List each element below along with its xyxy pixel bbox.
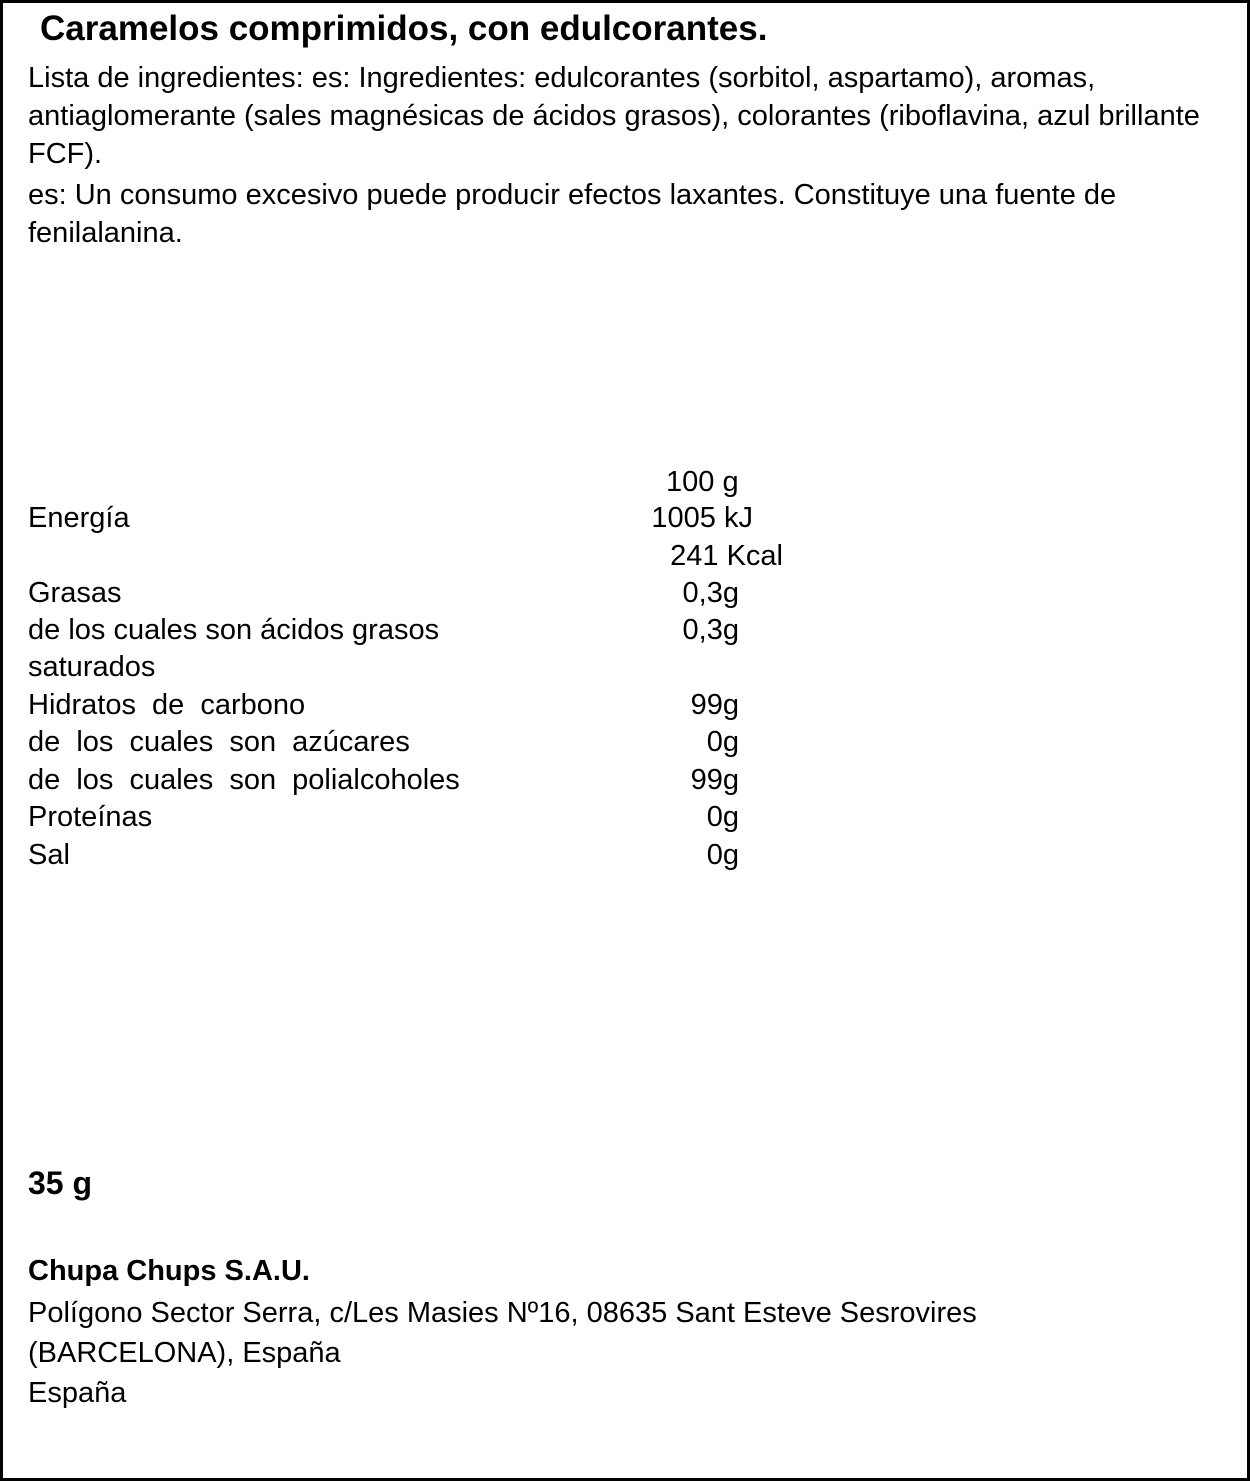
- nutrition-row-energy: [28, 500, 828, 537]
- nutrition-label: saturados: [28, 651, 156, 683]
- nutrition-label: Proteínas: [28, 801, 153, 833]
- nutrition-row-protein: [28, 799, 828, 836]
- nutrition-label: de los cuales son ácidos grasos: [28, 614, 440, 646]
- nutrition-label: de los cuales son azúcares: [28, 726, 410, 758]
- nutrition-value: 99g: [690, 689, 739, 721]
- nutrition-value: 0g: [706, 839, 739, 871]
- company-address: Polígono Sector Serra, c/Les Masies Nº16, 08635 Sant Esteve Sesrovires (BARCELONA), España: [28, 1297, 977, 1369]
- nutrition-label: Energía: [28, 502, 130, 534]
- product-title: Caramelos comprimidos, con edulcorantes.: [40, 9, 768, 48]
- nutrition-header: 100 g: [666, 466, 739, 498]
- nutrition-label: Grasas: [28, 577, 122, 609]
- ingredients-text: Lista de ingredientes: es: Ingredientes: edulcorantes (sorbitol, aspartamo), aromas, antiaglomerante (sales magnésicas de ácidos grasos), colorantes (riboflavina, azul brillante FCF).: [28, 62, 1200, 170]
- company-name: Chupa Chups S.A.U.: [28, 1255, 310, 1287]
- nutrition-value: 0,3g: [682, 614, 739, 646]
- nutrition-row-saturated: [28, 612, 828, 649]
- nutrition-value: 99g: [690, 764, 739, 796]
- nutrition-value: 241 Kcal: [670, 540, 783, 572]
- nutrition-row-sugars: [28, 724, 828, 761]
- nutrition-value: 1005 kJ: [651, 502, 753, 534]
- nutrition-label: Sal: [28, 839, 70, 871]
- nutrition-value: 0g: [706, 801, 739, 833]
- nutrition-label: de los cuales son polialcoholes: [28, 764, 460, 796]
- nutrition-value: 0g: [706, 726, 739, 758]
- net-weight: 35 g: [28, 1165, 93, 1201]
- nutrition-row-salt: [28, 837, 828, 874]
- nutrition-value: 0,3g: [682, 577, 739, 609]
- nutrition-label: Hidratos de carbono: [28, 689, 306, 721]
- nutrition-row-polyols: [28, 762, 828, 799]
- nutrition-row-kcal: [28, 538, 828, 575]
- nutrition-row-saturated-cont: [28, 649, 828, 686]
- nutrition-row-carbs: [28, 687, 828, 724]
- company-country: España: [28, 1377, 127, 1409]
- warning-text: es: Un consumo excesivo puede producir efectos laxantes. Constituye una fuente de fenilalanina.: [28, 179, 1117, 249]
- nutrition-row-fat: [28, 575, 828, 612]
